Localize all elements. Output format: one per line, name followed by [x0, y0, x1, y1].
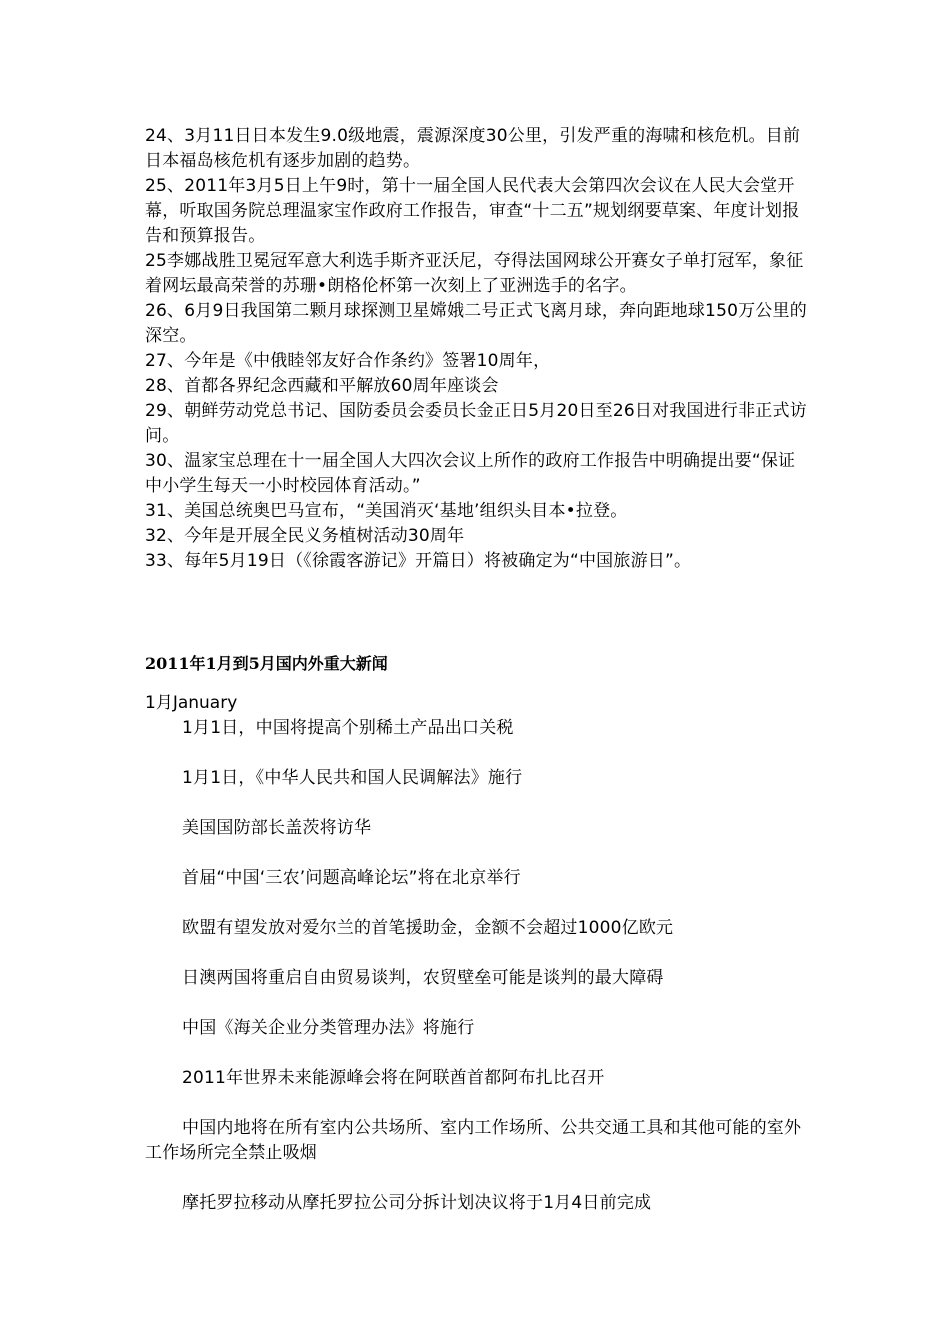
month-heading: 1月January	[145, 693, 238, 713]
list-item: 31、美国总统奥巴马宣布，“美国消灭‘基地’组织头目本•拉登。	[145, 501, 628, 521]
list-item: 25、2011年3月5日上午9时，第十一届全国人民代表大会第四次会议在人民大会堂开幕，听取国务院总理温家宝作政府工作报告，审查“十二五”规划纲要草案、年度计划报告和预算报告。	[145, 176, 800, 246]
january-news-list	[145, 716, 811, 1216]
news-item: 中国内地将在所有室内公共场所、室内工作场所、公共交通工具和其他可能的室外工作场所完全禁止吸烟	[145, 1118, 802, 1163]
list-item: 26、6月9日我国第二颗月球探测卫星嫦娥二号正式飞离月球，奔向距地球150万公里的深空。	[145, 301, 807, 346]
news-item: 欧盟有望发放对爱尔兰的首笔援助金，金额不会超过1000亿欧元	[182, 918, 674, 938]
section-title: 2011年1月到5月国内外重大新闻	[145, 654, 388, 673]
news-item: 1月1日，《中华人民共和国人民调解法》施行	[182, 768, 523, 788]
news-item: 日澳两国将重启自由贸易谈判，农贸壁垒可能是谈判的最大障碍	[182, 968, 664, 988]
news-item: 中国《海关企业分类管理办法》将施行	[182, 1018, 475, 1038]
list-item: 27、今年是《中俄睦邻友好合作条约》签署10周年，	[145, 351, 551, 371]
list-item: 24、3月11日日本发生9.0级地震，震源深度30公里，引发严重的海啸和核危机。目前日本福岛核危机有逐步加剧的趋势。	[145, 126, 801, 171]
news-item: 首届“中国‘三农’问题高峰论坛”将在北京举行	[182, 868, 521, 888]
list-item: 33、每年5月19日（《徐霞客游记》开篇日）将被确定为“中国旅游日”。	[145, 551, 692, 571]
list-item: 29、朝鲜劳动党总书记、国防委员会委员长金正日5月20日至26日对我国进行非正式访问。	[145, 401, 807, 446]
list-item: 32、今年是开展全民义务植树活动30周年	[145, 526, 465, 546]
list-item: 28、首都各界纪念西藏和平解放60周年座谈会	[145, 376, 499, 396]
numbered-news-list	[145, 124, 811, 574]
list-item: 30、温家宝总理在十一届全国人大四次会议上所作的政府工作报告中明确提出要“保证中小学生每天一小时校园体育活动。”	[145, 451, 796, 496]
news-item: 摩托罗拉移动从摩托罗拉公司分拆计划决议将于1月4日前完成	[182, 1193, 652, 1213]
news-item: 1月1日，中国将提高个别稀土产品出口关税	[182, 718, 514, 738]
news-item: 2011年世界未来能源峰会将在阿联酋首都阿布扎比召开	[182, 1068, 605, 1088]
news-item: 美国国防部长盖茨将访华	[182, 818, 372, 838]
document-page	[145, 124, 811, 1241]
list-item: 25李娜战胜卫冕冠军意大利选手斯齐亚沃尼，夺得法国网球公开赛女子单打冠军，象征着网坛最高荣誉的苏珊•朗格伦杯第一次刻上了亚洲选手的名字。	[145, 251, 804, 296]
